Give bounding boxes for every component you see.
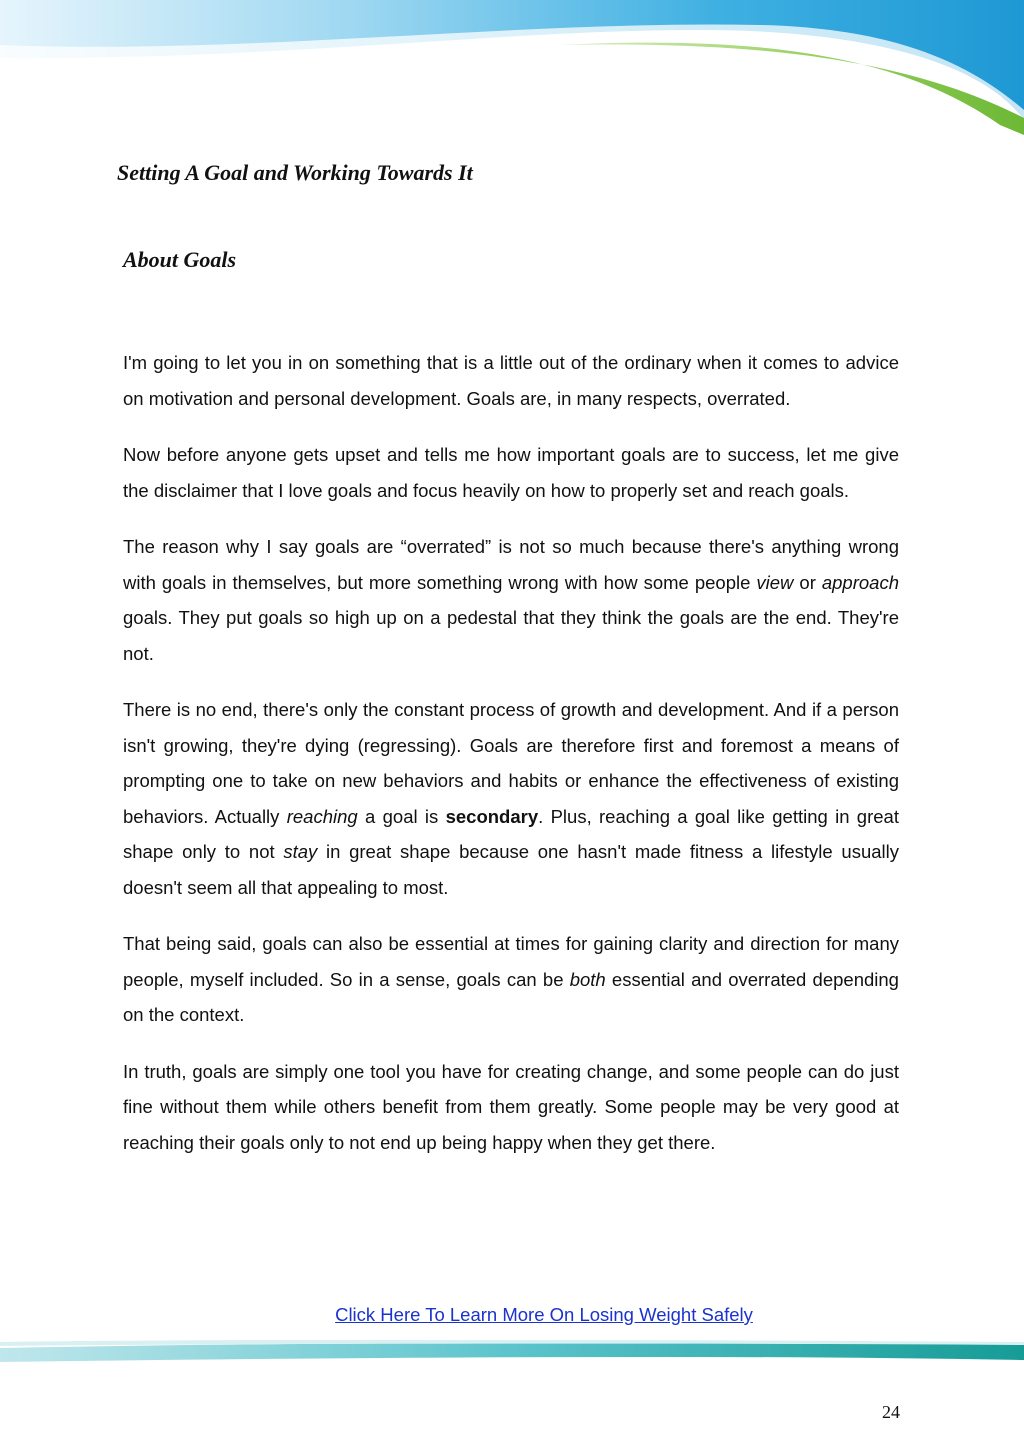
text-run: I'm going to let you in on something that is a little out of the ordinary when it comes to advice on motivation and personal development. Goals are, in many respects, overrated.	[123, 352, 899, 409]
text-run: goals. They put goals so high up on a pedestal that they think the goals are the end. They're not.	[123, 607, 899, 664]
section-heading: About Goals	[123, 247, 237, 272]
text-run: essential and overrated depending on the context.	[123, 968, 899, 1025]
emphasis-italic: both	[569, 968, 606, 990]
paragraph	[123, 345, 899, 416]
paragraph	[123, 692, 899, 905]
text-run: . Plus, reaching a goal like getting in great shape only to not	[123, 805, 899, 862]
emphasis-italic: stay	[283, 841, 318, 862]
text-run: There is no end, there's only the constant process of growth and development. And if a person isn't growing, they're dying (regressing). Goals are therefore first and foremost a means of prompting one to take on new behaviors and habits or enhance the effectiveness of existing behaviors. Actually	[123, 699, 899, 827]
emphasis-italic: reaching	[286, 805, 358, 827]
emphasis-bold: secondary	[445, 805, 539, 827]
page-number: 24	[882, 1402, 900, 1422]
text-run: The reason why I say goals are “overrated” is not so much because there's anything wrong with goals in themselves, but more something wrong with how some people	[123, 536, 899, 593]
text-run: In truth, goals are simply one tool you have for creating change, and some people can do just fine without them while others benefit from them greatly. Some people may be very good at reaching their goals only to not end up being happy when they get there.	[123, 1060, 899, 1153]
text-run: That being said, goals can also be essential at times for gaining clarity and direction for many people, myself included. So in a sense, goals can be	[123, 933, 899, 990]
text-run: a goal is	[357, 805, 446, 827]
text-run: Now before anyone gets upset and tells me how important goals are to success, let me give the disclaimer that I love goals and focus heavily on how to properly set and reach goals.	[123, 444, 899, 501]
promo-link[interactable]: Click Here To Learn More On Losing Weight Safely	[335, 1304, 753, 1325]
body-text	[123, 345, 899, 1181]
header-wave-decoration	[0, 0, 1024, 140]
text-run: in great shape because one hasn't made fitness a lifestyle usually doesn't seem all that appealing to most.	[123, 841, 899, 898]
paragraph	[123, 926, 899, 1033]
footer-band-decoration	[0, 1340, 1024, 1368]
paragraph	[123, 1054, 899, 1161]
text-run: or	[793, 571, 822, 593]
document-title: Setting A Goal and Working Towards It	[117, 160, 473, 185]
paragraph	[123, 529, 899, 671]
paragraph	[123, 437, 899, 508]
emphasis-italic: approach	[821, 571, 899, 593]
emphasis-italic: view	[756, 571, 794, 593]
